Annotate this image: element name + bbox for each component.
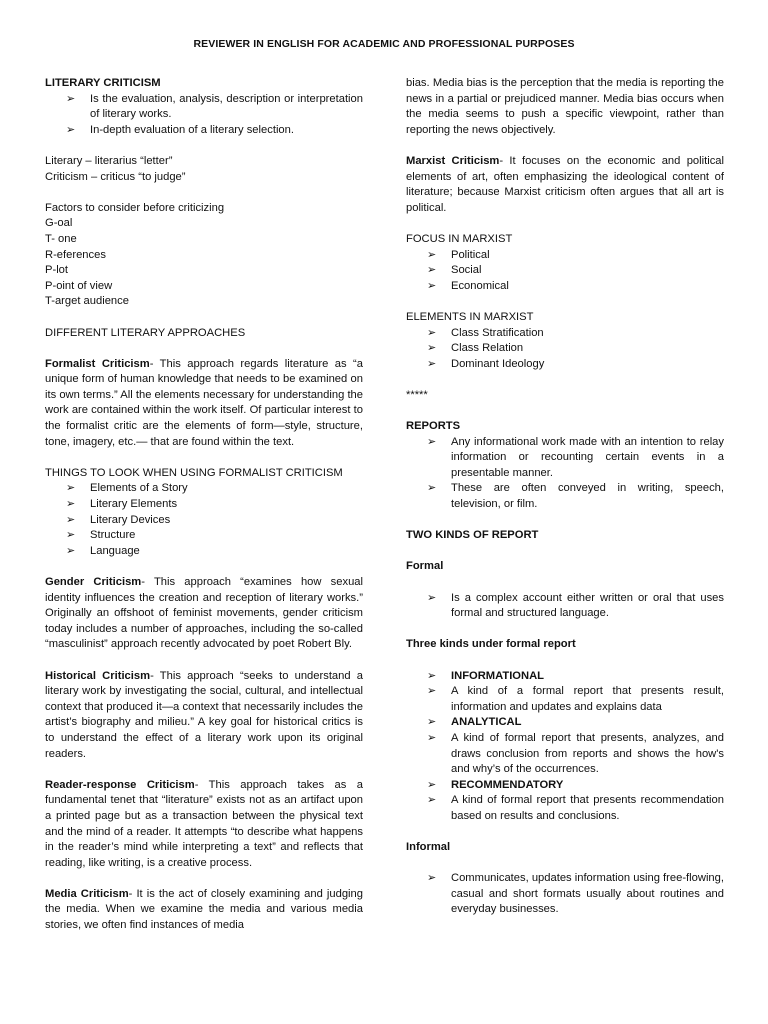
gender-paragraph: Gender Criticism- This approach “examines how sexual identity influences the creation and reception of literary works.” Originally an offshoot of feminist movements, gender criticism today includes a number of approaches, including the so-called “masculinist” approach recently advocated by poet Robert Bly. <box>45 576 363 651</box>
arrow-bullet-icon: ➢ <box>427 731 437 744</box>
arrow-bullet-icon: ➢ <box>427 248 437 261</box>
arrow-bullet-icon: ➢ <box>427 669 437 682</box>
historical-term: Historical Criticism <box>45 669 151 682</box>
list-item: ➢ Literary Elements <box>45 497 363 513</box>
factor-item: G-oal <box>45 217 73 230</box>
list-item: ➢ These are often conveyed in writing, speech, television, or film. <box>406 481 724 512</box>
list-item: ➢ Is the evaluation, analysis, description or interpretation of literary works. <box>45 92 363 123</box>
arrow-bullet-icon: ➢ <box>427 326 437 339</box>
three-kinds-heading: Three kinds under formal report <box>406 638 576 651</box>
arrow-bullet-icon: ➢ <box>427 279 437 292</box>
literary-criticism-heading: LITERARY CRITICISM <box>45 77 161 89</box>
arrow-bullet-icon: ➢ <box>427 872 437 885</box>
list-item: ➢ In-depth evaluation of a literary selection. <box>45 123 363 139</box>
marxist-term: Marxist Criticism <box>406 154 500 167</box>
marxist-paragraph: Marxist Criticism- It focuses on the economic and political elements of art, often emphasizing the ideological content of literature; because Marxist criticism often argues that all art is political. <box>406 154 724 214</box>
arrow-bullet-icon: ➢ <box>427 685 437 698</box>
list-item: ➢ Dominant Ideology <box>406 357 724 373</box>
media-term: Media Criticism <box>45 887 129 900</box>
list-item: ➢ Class Stratification <box>406 326 724 342</box>
arrow-bullet-icon: ➢ <box>427 357 437 370</box>
arrow-bullet-icon: ➢ <box>66 498 76 511</box>
reader-response-term: Reader-response Criticism <box>45 778 195 791</box>
arrow-bullet-icon: ➢ <box>66 123 76 136</box>
factor-item: P-oint of view <box>45 279 113 292</box>
list-item: ➢ A kind of formal report that presents, analyzes, and draws conclusion from reports and shows the how's and why’s of the occurrences. <box>406 731 724 778</box>
gender-term: Gender Criticism <box>45 576 142 588</box>
etymology-literary: Literary – literarius “letter” <box>45 154 173 167</box>
arrow-bullet-icon: ➢ <box>66 92 76 105</box>
arrow-bullet-icon: ➢ <box>427 778 437 791</box>
list-item: ➢ Literary Devices <box>45 513 363 529</box>
reports-heading: REPORTS <box>406 420 461 433</box>
list-item: ➢ Political <box>406 248 724 264</box>
factor-item: R-eferences <box>45 248 106 261</box>
elements-heading: ELEMENTS IN MARXIST <box>406 310 534 323</box>
list-item: ➢ Communicates, updates information using free-flowing, casual and short formats usually about routines and everyday businesses. <box>406 871 724 918</box>
arrow-bullet-icon: ➢ <box>66 544 76 557</box>
list-item: ➢ Elements of a Story <box>45 481 363 497</box>
historical-paragraph: Historical Criticism- This approach “seeks to understand a literary work by investigating the social, cultural, and intellectual context that produced it—a context that necessarily includes the artist’s biography and milieu.” A key goal for historical critics is to understand the effect of a literary work upon its original readers. <box>45 669 364 760</box>
arrow-bullet-icon: ➢ <box>66 513 76 526</box>
arrow-bullet-icon: ➢ <box>427 482 437 495</box>
list-item: ➢ RECOMMENDATORY <box>406 778 724 794</box>
arrow-bullet-icon: ➢ <box>427 716 437 729</box>
factors-heading: Factors to consider before criticizing <box>45 201 225 214</box>
section-divider-stars: ***** <box>406 388 428 401</box>
media-paragraph: Media Criticism- It is the act of closely examining and judging the media. When we examine the media and various media stories, we often find instances of media <box>45 887 363 932</box>
list-item: ➢ Economical <box>406 279 724 295</box>
factor-item: T- one <box>45 232 77 245</box>
reader-response-paragraph: Reader-response Criticism- This approach takes as a fundamental tenet that “literature” exists not as an artifact upon a printed page but as a transaction between the physical text and the mind of a reader. It attempts “to describe what happens in the reader’s mind while interpreting a text” and reflects that reading, like writing, is a creative process. <box>45 778 363 869</box>
list-item: ➢ Class Relation <box>406 341 724 357</box>
two-kinds-heading: TWO KINDS OF REPORT <box>406 529 539 542</box>
list-item: ➢ ANALYTICAL <box>406 715 724 731</box>
factor-item: T-arget audience <box>45 295 129 308</box>
focus-heading: FOCUS IN MARXIST <box>406 232 513 245</box>
list-item: ➢ Is a complex account either written or oral that uses formal and structured language. <box>406 591 724 622</box>
factor-item: P-lot <box>45 264 69 277</box>
things-heading: THINGS TO LOOK WHEN USING FORMALIST CRITICISM <box>45 466 343 479</box>
left-column <box>45 76 363 934</box>
list-item: ➢ INFORMATIONAL <box>406 669 724 685</box>
page-title: REVIEWER IN ENGLISH FOR ACADEMIC AND PROFESSIONAL PURPOSES <box>193 38 575 50</box>
approaches-heading: DIFFERENT LITERARY APPROACHES <box>45 326 246 339</box>
arrow-bullet-icon: ➢ <box>427 264 437 277</box>
list-item: ➢ Language <box>45 544 363 560</box>
arrow-bullet-icon: ➢ <box>427 435 437 448</box>
media-continued-paragraph: bias. Media bias is the perception that the media is reporting the news in a partial or prejudiced manner. Media bias occurs when the media seems to push a specific viewpoint, rather than reporting the news objectively. <box>406 77 724 136</box>
right-column <box>406 76 724 918</box>
list-item: ➢ Structure <box>45 528 363 544</box>
arrow-bullet-icon: ➢ <box>66 482 76 495</box>
arrow-bullet-icon: ➢ <box>66 529 76 542</box>
list-item: ➢ A kind of a formal report that presents result, information and updates and explains data <box>406 684 724 715</box>
etymology-criticism: Criticism – criticus “to judge” <box>45 170 186 183</box>
formalist-paragraph: Formalist Criticism- This approach regards literature as “a unique form of human knowledge that needs to be examined on its own terms.” All the elements necessary for understanding the work are contained within the work itself. Of particular interest to the formalist critic are the elements of form—style, structure, tone, imagery, etc.— that are found within the text. <box>45 357 363 448</box>
formalist-term: Formalist Criticism <box>45 357 150 370</box>
list-item: ➢ Any informational work made with an intention to relay information or recounting certain events in a presentable manner. <box>406 435 724 482</box>
arrow-bullet-icon: ➢ <box>427 342 437 355</box>
list-item: ➢ A kind of formal report that presents recommendation based on results and conclusions. <box>406 793 724 824</box>
formal-heading: Formal <box>406 560 444 573</box>
arrow-bullet-icon: ➢ <box>427 591 437 604</box>
list-item: ➢ Social <box>406 263 724 279</box>
informal-heading: Informal <box>406 841 451 854</box>
arrow-bullet-icon: ➢ <box>427 794 437 807</box>
